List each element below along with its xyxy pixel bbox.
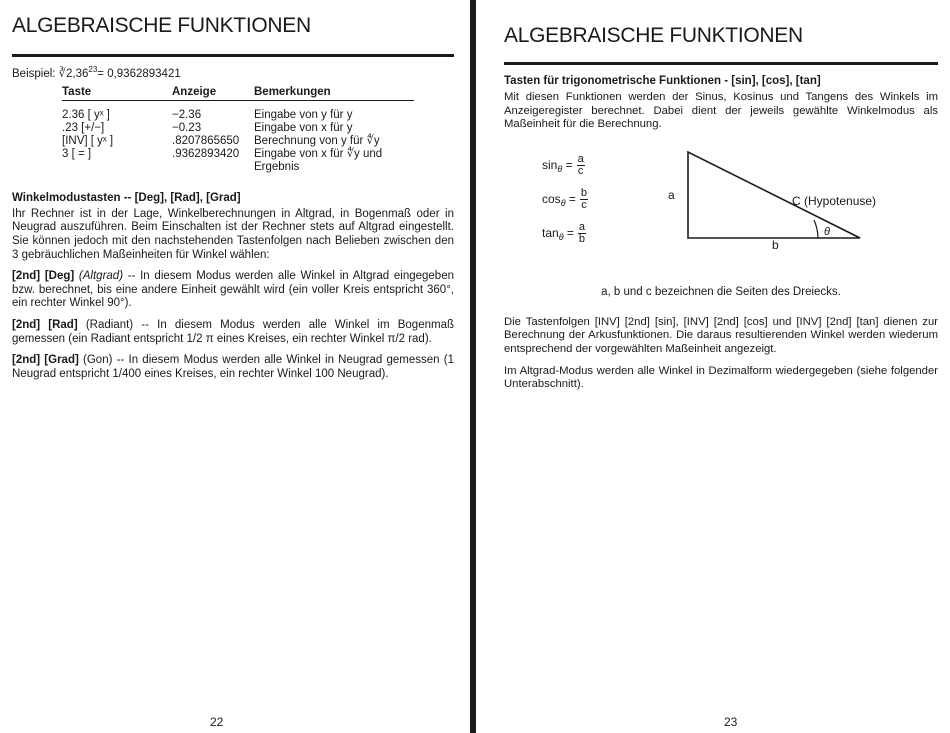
table-row: [62, 122, 414, 135]
tan-formula: tan θ = $\frac{a}{b}$: [542, 220, 586, 245]
table-header: [62, 86, 414, 101]
trig-diagram: [504, 140, 938, 280]
table-cell: Eingabe von y für y: [254, 108, 353, 121]
side-b-label: b: [772, 237, 779, 252]
column-header: Bemerkungen: [254, 86, 414, 101]
right-page: [484, 0, 950, 733]
example-line: [12, 65, 454, 80]
table-cell: .8207865650: [172, 134, 240, 147]
mode-name: (Altgrad): [78, 270, 124, 283]
mode-name: (Radiant): [85, 318, 134, 331]
table-cell: −0.23: [172, 121, 202, 134]
table-cell: [INV] [ yˣ ]: [62, 134, 114, 147]
page-number: 23: [724, 715, 738, 729]
table-cell: −2.36: [172, 108, 202, 121]
section-heading: Tasten für trigonometrische Funktionen - [sin], [cos], [tan]: [504, 75, 821, 87]
mode-keys: [2nd] [Deg]: [12, 270, 75, 283]
column-header: Taste: [62, 86, 172, 101]
mode-text: -- In diesem Modus werden alle Winkel im Bogenmaß gemessen (ein Radiant entspricht 1/2 π eines Kreises, ein rechter Winkel π/2 rad).: [12, 318, 454, 345]
key-table: [62, 86, 414, 174]
page-gutter: [470, 0, 476, 733]
page-title: ALGEBRAISCHE FUNKTIONEN: [12, 14, 311, 37]
table-row: [62, 100, 414, 122]
table-cell: Eingabe von x für y: [254, 121, 353, 134]
cos-formula: cos θ = $\frac{b}{c}$: [542, 186, 588, 211]
side-a-label: a: [668, 187, 675, 202]
arc-functions-paragraph: Die Tastenfolgen [INV] [2nd] [sin], [INV] [2nd] [cos] und [INV] [2nd] [tan] dienen zur Berechnung der Arkusfunktionen. Die daraus resultierenden Winkel werden wiederum entsprechend der vorgewählten Maßeinheit angezeigt.: [504, 315, 938, 355]
hypotenuse-label: C (Hypotenuse): [792, 193, 877, 208]
column-header: Anzeige: [172, 86, 254, 101]
diagram-caption: a, b und c bezeichnen die Seiten des Dreiecks.: [601, 285, 841, 298]
table-cell: 3 [ = ]: [62, 147, 92, 160]
intro-paragraph: Mit diesen Funktionen werden der Sinus, Kosinus und Tangens des Winkels im Anzeigeregister berechnet. Dabei dient der jeweils gewählte Winkelmodus als Maßeinheit für die Berechnung.: [504, 91, 938, 131]
section-heading: Winkelmodustasten -- [Deg], [Rad], [Grad]: [12, 191, 241, 204]
table-row: [62, 135, 414, 148]
table-cell: .9362893420: [172, 147, 240, 160]
title-rule: [12, 54, 454, 57]
example-label: Beispiel: ∛2,36: [12, 67, 89, 80]
table-row: [62, 148, 414, 174]
left-page: [0, 0, 466, 733]
sin-formula: sin θ = $\frac{a}{c}$: [542, 152, 584, 177]
mode-keys: [2nd] [Rad]: [12, 318, 78, 331]
mode-keys: [2nd] [Grad]: [12, 354, 79, 367]
mode-name: (Gon): [83, 354, 113, 367]
mode-paragraph-grad: [12, 354, 454, 381]
example-exponent: 23: [88, 65, 98, 74]
page-number: 22: [210, 715, 224, 729]
mode-paragraph-deg: [12, 270, 454, 311]
mode-paragraph-rad: [12, 319, 454, 346]
theta-label: θ: [824, 225, 830, 238]
table-cell: Eingabe von x für ∜y und Ergebnis: [254, 147, 383, 173]
mode-text: -- In diesem Modus werden alle Winkel in Altgrad eingegeben bzw. berechnet, bis eine andere Einheit gewählt wird (ein voller Kreis entspricht 360°, ein rechter Winkel 90°).: [12, 270, 454, 310]
degree-mode-paragraph: Im Altgrad-Modus werden alle Winkel in Dezimalform wiedergegeben (siehe folgender Unterabschnitt).: [504, 364, 938, 391]
example-result: = 0,9362893421: [97, 67, 181, 80]
table-cell: Berechnung von y für ∜y: [254, 134, 380, 147]
title-rule: [504, 62, 938, 65]
page-title: ALGEBRAISCHE FUNKTIONEN: [504, 24, 803, 47]
table-cell: .23 [+/−]: [62, 121, 105, 134]
mode-text: -- In diesem Modus werden alle Winkel in Neugrad gemessen (1 Neugrad entspricht 1/400 eines Kreises, ein rechter Winkel 100 Neugrad).: [12, 354, 454, 380]
table-cell: 2.36 [ yˣ ]: [62, 108, 110, 121]
angle-arc: [814, 220, 818, 238]
intro-paragraph: Ihr Rechner ist in der Lage, Winkelberechnungen in Altgrad, in Bogenmaß oder in Neugrad auszuführen. Beim Einschalten ist der Rechner stets auf Altgrad eingestellt. Sie können jedoch mit den nachstehenden Tastenfolgen nach Belieben zwischen den 3 gebräuchlichen Maßeinheiten für Winkel wählen:: [12, 207, 454, 261]
